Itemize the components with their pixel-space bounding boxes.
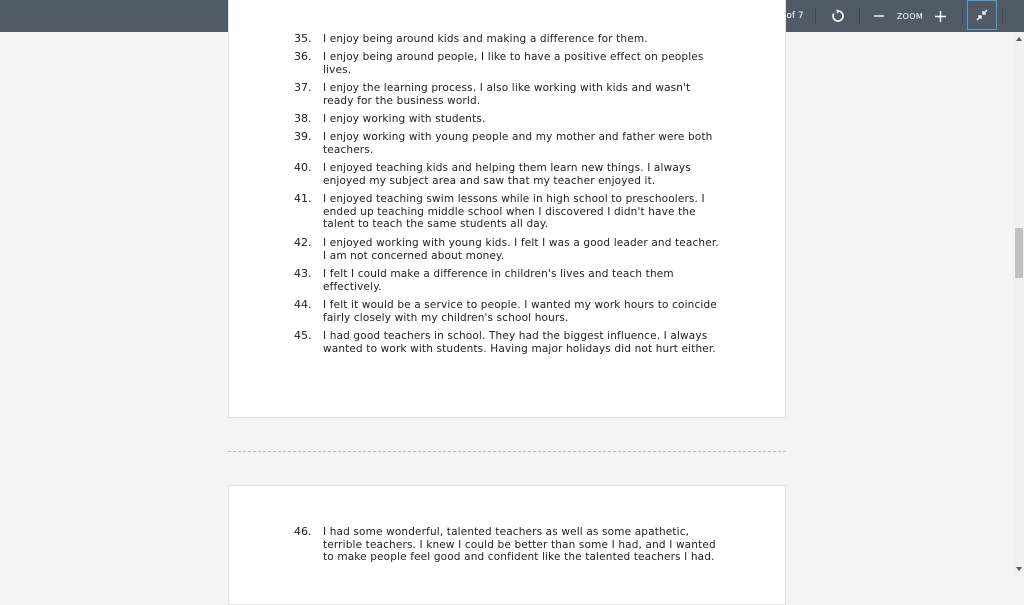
scroll-up-button[interactable] xyxy=(1013,34,1024,44)
zoom-label: ZOOM xyxy=(896,11,924,21)
zoom-in-button[interactable] xyxy=(931,0,949,32)
document-page xyxy=(228,0,786,418)
toolbar-divider xyxy=(859,8,860,24)
exit-fullscreen-icon xyxy=(976,9,988,21)
item-text: I felt it would be a service to people. I wanted my work hours to coincide fairly closely with my children's school hours. xyxy=(323,299,717,324)
item-number: 36. xyxy=(294,50,312,63)
item-text: I enjoyed teaching kids and helping them learn new things. I always enjoyed my subject area and saw that my teacher enjoyed it. xyxy=(323,162,691,187)
plus-icon xyxy=(935,11,946,22)
item-number: 37. xyxy=(294,81,312,94)
exit-fullscreen-button[interactable] xyxy=(967,0,997,30)
item-text: I enjoy being around kids and making a difference for them. xyxy=(323,33,648,45)
triangle-down-icon xyxy=(1016,567,1022,571)
item-number: 39. xyxy=(294,130,312,143)
page-divider xyxy=(228,451,786,452)
item-text: I had some wonderful, talented teachers as well as some apathetic, terrible teachers. I knew I could be better than some I had, and I wanted to make people feel good and confident like the talented teachers I had. xyxy=(323,526,716,563)
item-number: 42. xyxy=(294,236,312,249)
vertical-scrollbar[interactable] xyxy=(1013,32,1024,576)
rotate-button[interactable] xyxy=(826,0,850,32)
scrollbar-thumb[interactable] xyxy=(1015,228,1023,278)
item-text: I enjoy working with young people and my mother and father were both teachers. xyxy=(323,131,713,156)
item-text: I enjoyed teaching swim lessons while in high school to preschoolers. I ended up teaching middle school when I discovered I didn't have the talent to teach the same students all day. xyxy=(323,193,705,230)
scroll-down-button[interactable] xyxy=(1013,564,1024,574)
item-number: 43. xyxy=(294,267,312,280)
item-text: I enjoy working with students. xyxy=(323,113,486,125)
triangle-up-icon xyxy=(1016,37,1022,41)
item-number: 35. xyxy=(294,32,312,45)
item-number: 46. xyxy=(294,525,312,538)
rotate-icon xyxy=(831,9,845,23)
item-text: I enjoy being around people, I like to have a positive effect on peoples lives. xyxy=(323,51,704,76)
toolbar-divider xyxy=(815,8,816,24)
item-text: I felt I could make a difference in children's lives and teach them effectively. xyxy=(323,268,674,293)
toolbar-divider xyxy=(1002,8,1003,24)
item-text: I enjoyed working with young kids. I felt I was a good leader and teacher. I am not concerned about money. xyxy=(323,237,719,262)
item-number: 38. xyxy=(294,112,312,125)
item-number: 45. xyxy=(294,329,312,342)
zoom-out-button[interactable] xyxy=(870,0,888,32)
item-number: 44. xyxy=(294,298,312,311)
item-number: 40. xyxy=(294,161,312,174)
document-page xyxy=(228,485,786,605)
item-text: I had good teachers in school. They had the biggest influence. I always wanted to work with students. Having major holidays did not hurt either. xyxy=(323,330,716,355)
item-number: 41. xyxy=(294,192,312,205)
toolbar-divider xyxy=(962,8,963,24)
item-text: I enjoy the learning process. I also like working with kids and wasn't ready for the business world. xyxy=(323,82,691,107)
minus-icon xyxy=(874,11,884,21)
page-count-label: of 7 xyxy=(786,11,804,21)
